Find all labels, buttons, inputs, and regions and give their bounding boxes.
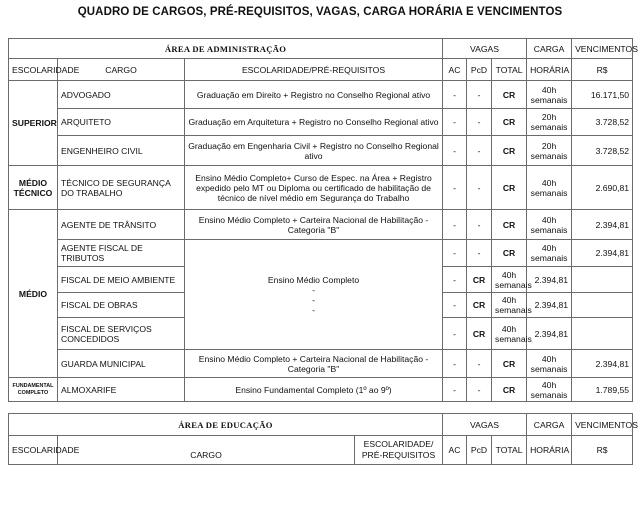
table-row: [9, 136, 633, 166]
edu-area-header-row: [9, 414, 633, 436]
section-spacer: [9, 402, 633, 414]
admin-horaria-header: HORÁRIA: [527, 59, 572, 81]
cargo-cell: FISCAL DE OBRAS: [58, 293, 185, 318]
pcd-cell: -: [467, 166, 492, 210]
ac-cell: -: [443, 109, 467, 136]
carga-cell: 40h semanais: [527, 210, 572, 240]
ac-cell: -: [443, 293, 467, 318]
edu-requisitos-header: [354, 436, 442, 464]
carga-cell: [492, 318, 532, 350]
edu-total-header: TOTAL: [492, 436, 527, 465]
level-superior: SUPERIOR: [9, 81, 58, 166]
carga-cell: 20h semanais: [527, 109, 572, 136]
cargo-cell: GUARDA MUNICIPAL: [58, 350, 185, 378]
total-cell: CR: [492, 136, 527, 166]
carga-cell: 20h semanais: [527, 136, 572, 166]
total-cell: CR: [492, 240, 527, 267]
ac-cell: -: [443, 240, 467, 267]
edu-requisitos-line-2: PRÉ-REQUISITOS: [361, 450, 436, 460]
merged-requirement-text: Ensino Médio Completo: [267, 274, 360, 285]
carga-line-1: 40h: [501, 295, 517, 305]
salary-cell: 3.728,52: [572, 109, 633, 136]
pcd-cell: -: [467, 109, 492, 136]
total-cell: CR: [492, 166, 527, 210]
admin-column-header-row: [9, 59, 633, 81]
admin-pcd-header: PcD: [467, 59, 492, 81]
merged-requirement-cell: [185, 240, 443, 350]
edu-escolaridade-header: ESCOLARIDADE: [9, 436, 58, 465]
table-row: [9, 350, 633, 378]
pcd-cell: -: [467, 81, 492, 109]
salary-cell: 2.394,81: [572, 240, 633, 267]
table-row: [9, 109, 633, 136]
level-medio-tecnico-line-1: MÉDIO: [18, 177, 48, 188]
empty-cell: [572, 293, 633, 318]
salary-cell: 2.690,81: [572, 166, 633, 210]
level-medio: MÉDIO: [9, 210, 58, 378]
level-fundamental: [9, 378, 58, 402]
requirement-cell: Ensino Médio Completo + Carteira Nacional de Habilitação - Categoria "B": [185, 210, 443, 240]
carga-line-1: 40h: [501, 269, 517, 280]
carga-line-2: semanais: [495, 305, 532, 315]
cargo-cell: TÉCNICO DE SEGURANÇA DO TRABALHO: [58, 166, 185, 210]
merged-requirement-dash: -: [312, 284, 315, 295]
admin-escolaridade-header: ESCOLARIDADE: [9, 59, 58, 81]
ac-cell: -: [443, 81, 467, 109]
pcd-cell: CR: [467, 293, 492, 318]
table-row: [9, 210, 633, 240]
table-row: [9, 81, 633, 109]
carga-cell: 40h semanais: [527, 350, 572, 378]
edu-ac-header: AC: [443, 436, 467, 465]
ac-cell: -: [443, 318, 467, 350]
requirement-cell: Ensino Médio Completo+ Curso de Espec. na Área + Registro expedido pelo MT ou Diploma ou certificado de habilitação de técnico de nível médio em Segurança do Trabalho: [185, 166, 443, 210]
level-medio-tecnico: [9, 166, 58, 210]
level-fundamental-line-1: FUNDAMENTAL: [12, 382, 54, 389]
carga-cell: 40h semanais: [527, 166, 572, 210]
carga-cell: [492, 267, 532, 293]
requirement-cell: Ensino Fundamental Completo (1º ao 9º): [185, 378, 443, 402]
cargo-cell: FISCAL DE MEIO AMBIENTE: [58, 267, 185, 293]
cargo-cell: ALMOXARIFE: [58, 378, 185, 402]
carga-line-1: 40h: [501, 323, 517, 334]
pcd-cell: -: [467, 240, 492, 267]
pcd-cell: CR: [467, 267, 492, 293]
ac-cell: -: [443, 210, 467, 240]
admin-ac-header: AC: [443, 59, 467, 81]
pcd-cell: -: [467, 378, 492, 402]
empty-cell: [572, 267, 633, 293]
requirement-cell: Graduação em Direito + Registro no Conselho Regional ativo: [185, 81, 443, 109]
edu-cargo-header: CARGO: [190, 450, 222, 460]
edu-requisitos-line-1: ESCOLARIDADE/: [363, 439, 434, 449]
ac-cell: -: [443, 267, 467, 293]
admin-area-header-row: [9, 39, 633, 59]
total-cell: CR: [492, 109, 527, 136]
edu-carga-header: CARGA: [527, 414, 572, 436]
edu-horaria-header: HORÁRIA: [527, 436, 572, 465]
section-spacer-row: [9, 402, 633, 414]
edu-rs-header: R$: [572, 436, 633, 465]
cargo-cell: FISCAL DE SERVIÇOS CONCEDIDOS: [58, 318, 185, 350]
pcd-cell: -: [467, 350, 492, 378]
cargo-cell: ENGENHEIRO CIVIL: [58, 136, 185, 166]
salary-cell: 2.394,81: [572, 350, 633, 378]
salary-cell: 2.394,81: [527, 318, 572, 350]
edu-vencimentos-header: VENCIMENTOS: [572, 414, 633, 436]
admin-vencimentos-header: VENCIMENTOS: [572, 39, 633, 59]
table-row: [9, 378, 633, 402]
admin-carga-header: CARGA: [527, 39, 572, 59]
total-cell: CR: [492, 81, 527, 109]
ac-cell: -: [443, 378, 467, 402]
carga-cell: 40h semanais: [527, 240, 572, 267]
document-title: QUADRO DE CARGOS, PRÉ-REQUISITOS, VAGAS, CARGA HORÁRIA E VENCIMENTOS: [77, 6, 563, 18]
admin-vagas-header: VAGAS: [443, 39, 527, 59]
ac-cell: -: [443, 350, 467, 378]
requirement-cell: Graduação em Engenharia Civil + Registro no Conselho Regional ativo: [185, 136, 443, 166]
edu-cargo-requisitos-cell: [58, 436, 443, 465]
ac-cell: -: [443, 166, 467, 210]
empty-cell: [572, 318, 633, 350]
salary-cell: 2.394,81: [572, 210, 633, 240]
level-fundamental-line-2: COMPLETO: [17, 389, 49, 396]
edu-pcd-header: PcD: [467, 436, 492, 465]
carga-cell: [492, 293, 532, 318]
total-cell: CR: [492, 378, 527, 402]
carga-line-2: semanais: [495, 279, 532, 290]
carga-cell: 40h semanais: [527, 81, 572, 109]
pcd-cell: -: [467, 210, 492, 240]
cargo-cell: ADVOGADO: [58, 81, 185, 109]
pcd-cell: -: [467, 136, 492, 166]
positions-table: [8, 38, 638, 465]
salary-cell: 2.394,81: [527, 293, 572, 318]
edu-vagas-header: VAGAS: [443, 414, 527, 436]
admin-total-header: TOTAL: [492, 59, 527, 81]
requirement-cell: Graduação em Arquitetura + Registro no Conselho Regional ativo: [185, 109, 443, 136]
admin-requisitos-header: ESCOLARIDADE/PRÉ-REQUISITOS: [185, 59, 443, 81]
edu-column-header-row: [9, 436, 633, 465]
pcd-cell: CR: [467, 318, 492, 350]
carga-line-2: semanais: [495, 333, 532, 344]
salary-cell: 2.394,81: [527, 267, 572, 293]
admin-rs-header: R$: [572, 59, 633, 81]
carga-cell: 40h semanais: [527, 378, 572, 402]
salary-cell: 1.789,55: [572, 378, 633, 402]
table-row: [9, 240, 633, 267]
total-cell: CR: [492, 210, 527, 240]
salary-cell: 16.171,50: [572, 81, 633, 109]
cargo-cell: AGENTE FISCAL DE TRIBUTOS: [58, 240, 185, 267]
requirement-cell: Ensino Médio Completo + Carteira Nacional de Habilitação - Categoria "B": [185, 350, 443, 378]
merged-requirement-dash: -: [312, 304, 315, 315]
merged-requirement-dash: -: [312, 294, 315, 305]
total-cell: CR: [492, 350, 527, 378]
cargo-cell: AGENTE DE TRÂNSITO: [58, 210, 185, 240]
admin-cargo-header: CARGO: [58, 59, 185, 81]
ac-cell: -: [443, 136, 467, 166]
level-medio-tecnico-line-2: TÉCNICO: [13, 187, 53, 198]
cargo-cell: ARQUITETO: [58, 109, 185, 136]
table-row: [9, 166, 633, 210]
admin-area-title: ÁREA DE ADMINISTRAÇÃO: [9, 39, 443, 59]
edu-area-title: ÁREA DE EDUCAÇÃO: [9, 414, 443, 436]
salary-cell: 3.728,52: [572, 136, 633, 166]
